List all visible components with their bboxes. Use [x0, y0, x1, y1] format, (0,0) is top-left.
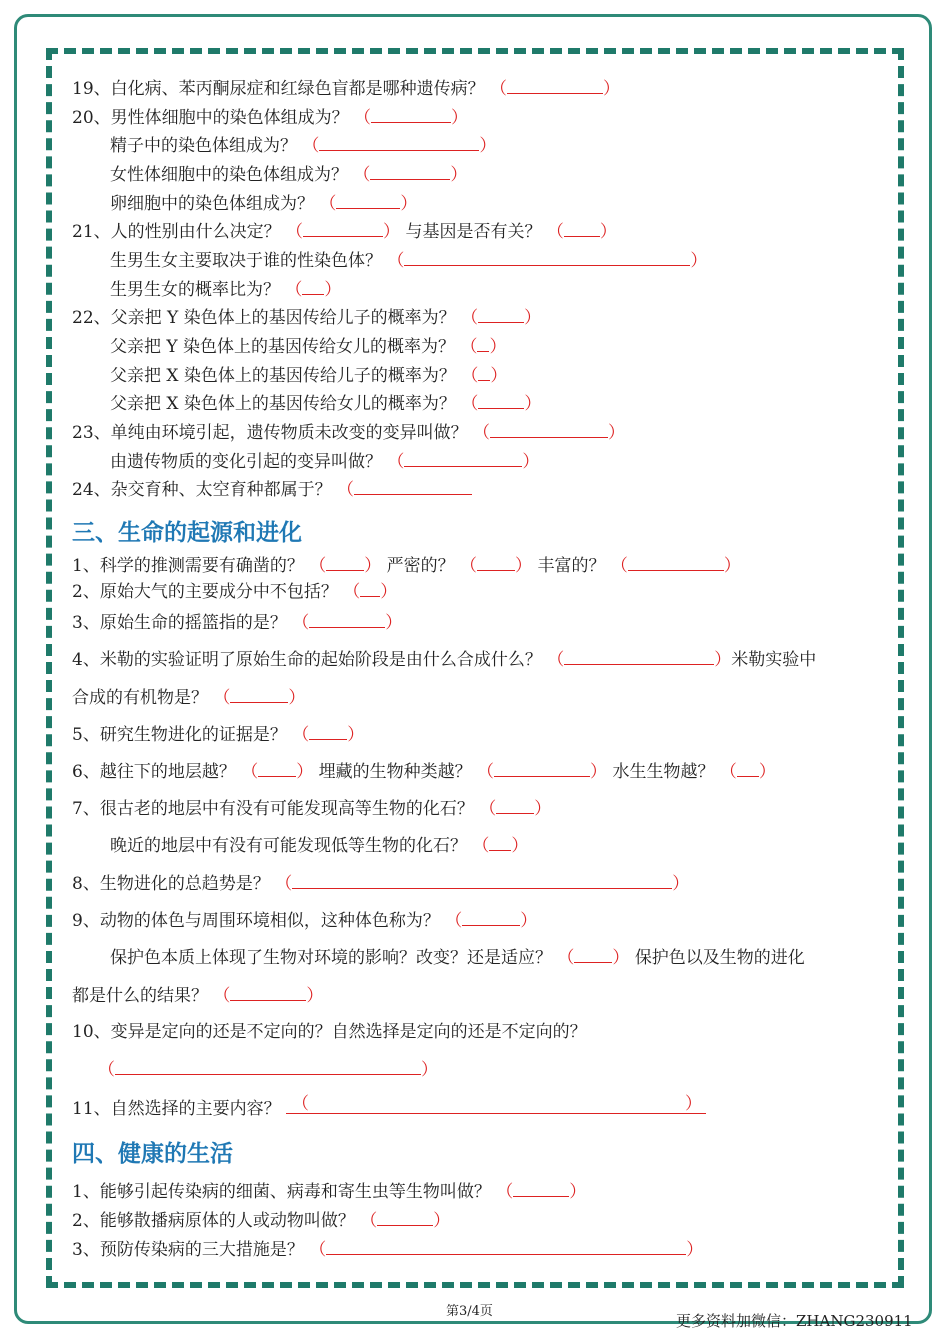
q22b: 父亲把 Y 染色体上的基因传给女儿的概率为？ （ ）	[110, 337, 507, 357]
s3-q2: 2、原始大气的主要成分中不包括？ （ ）	[72, 582, 398, 602]
q20d: 卵细胞中的染色体组成为？ （ ）	[110, 194, 418, 214]
page-number: 第3/4页	[446, 1304, 493, 1319]
s3-q5: 5、研究生物进化的证据是？ （ ）	[72, 725, 365, 745]
s3-q11: 11、自然选择的主要内容？ （ ）	[72, 1095, 706, 1120]
q22d: 父亲把 X 染色体上的基因传给女儿的概率为？ （ ）	[110, 394, 542, 414]
s3-q10-answer: （ ）	[98, 1060, 438, 1080]
s3-q4: 4、米勒的实验证明了原始生命的起始阶段是由什么合成什么？ （ ）米勒实验中	[72, 650, 817, 670]
contact-info: 更多资料加微信：ZHANG230911	[676, 1312, 913, 1330]
s4-q3: 3、预防传染病的三大措施是？ （ ）	[72, 1240, 704, 1260]
s3-q6: 6、越往下的地层越？ （ ） 埋藏的生物种类越？ （ ） 水生生物越？ （ ）	[72, 762, 776, 782]
q19: 19、白化病、苯丙酮尿症和红绿色盲都是哪种遗传病？ （ ）	[72, 79, 621, 99]
s3-q8: 8、生物进化的总趋势是？ （ ）	[72, 874, 690, 894]
q21a: 21、人的性别由什么决定？ （ ） 与基因是否有关？ （ ）	[72, 222, 617, 242]
s3-q4-cont: 合成的有机物是？ （ ）	[72, 688, 306, 708]
q20b: 精子中的染色体组成为？ （ ）	[110, 136, 497, 156]
s4-q2: 2、能够散播病原体的人或动物叫做？ （ ）	[72, 1211, 451, 1231]
s3-q9a: 9、动物的体色与周围环境相似，这种体色称为？ （ ）	[72, 911, 538, 931]
s3-q7a: 7、很古老的地层中有没有可能发现高等生物的化石？ （ ）	[72, 799, 552, 819]
q21b: 生男生女主要取决于谁的性染色体？ （ ）	[110, 251, 708, 271]
s3-q10: 10、变异是定向的还是不定向的？自然选择是定向的还是不定向的？	[72, 1022, 587, 1042]
q23b: 由遗传物质的变化引起的变异叫做？ （ ）	[110, 452, 540, 472]
section-title-health: 四、健康的生活	[72, 1140, 233, 1167]
q24: 24、杂交育种、太空育种都属于？ （	[72, 478, 472, 501]
q20a: 20、男性体细胞中的染色体组成为？ （ ）	[72, 108, 469, 128]
q22c: 父亲把 X 染色体上的基因传给儿子的概率为？ （ ）	[110, 366, 508, 386]
q20c: 女性体细胞中的染色体组成为？ （ ）	[110, 165, 468, 185]
q22a: 22、父亲把 Y 染色体上的基因传给儿子的概率为？ （ ）	[72, 308, 542, 328]
s3-q3: 3、原始生命的摇篮指的是？ （ ）	[72, 613, 403, 633]
q23a: 23、单纯由环境引起，遗传物质未改变的变异叫做？ （ ）	[72, 423, 626, 443]
s4-q1: 1、能够引起传染病的细菌、病毒和寄生虫等生物叫做？ （ ）	[72, 1182, 587, 1202]
s3-q1: 1、科学的推测需要有确凿的？ （ ） 严密的？ （ ） 丰富的？ （ ）	[72, 556, 741, 576]
s3-q9b: 保护色本质上体现了生物对环境的影响？改变？还是适应？ （ ） 保护色以及生物的进化	[110, 948, 805, 968]
s3-q7b: 晚近的地层中有没有可能发现低等生物的化石？ （ ）	[110, 836, 529, 856]
s3-q9-cont: 都是什么的结果？ （ ）	[72, 986, 324, 1006]
section-title-origin: 三、生命的起源和进化	[72, 519, 302, 546]
q21c: 生男生女的概率比为？ （ ）	[110, 280, 342, 300]
